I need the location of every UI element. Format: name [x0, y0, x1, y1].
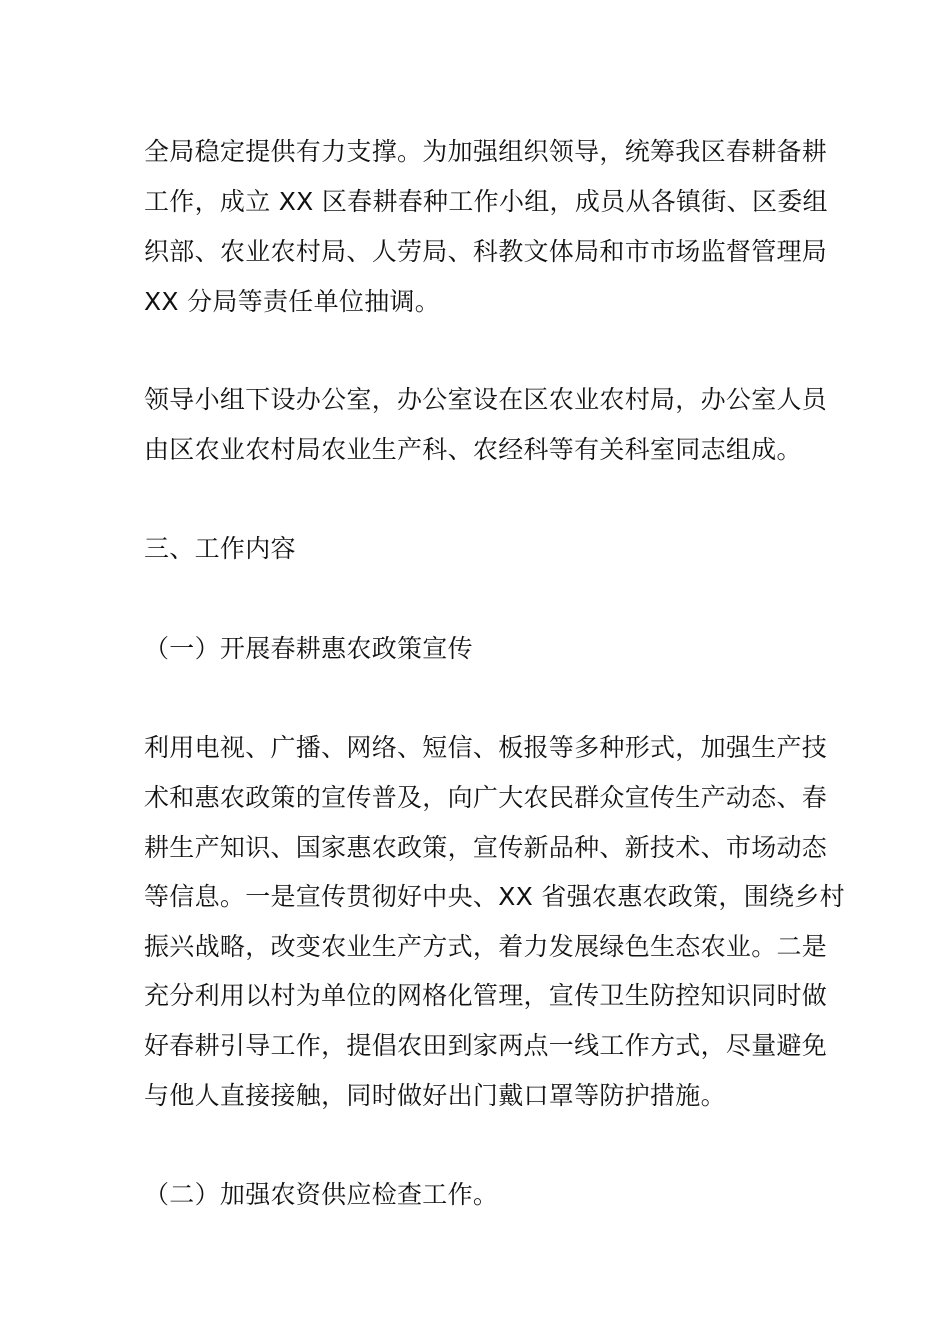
paragraph-line: 利用电视、广播、网络、短信、板报等多种形式，加强生产技	[144, 733, 828, 762]
paragraph-line: 织部、农业农村局、人劳局、科教文体局和市市场监督管理局	[144, 237, 828, 266]
paragraph-line: 耕生产知识、国家惠农政策，宣传新品种、新技术、市场动态	[144, 833, 828, 862]
paragraph-line: 与他人直接接触，同时做好出门戴口罩等防护措施。	[144, 1081, 726, 1110]
section-heading: 三、工作内容	[144, 534, 296, 563]
subheading: （一）开展春耕惠农政策宣传	[144, 634, 473, 663]
paragraph-line: XX 分局等责任单位抽调。	[144, 287, 441, 316]
paragraph-line: 等信息。一是宣传贯彻好中央、XX 省强农惠农政策，围绕乡村	[144, 882, 845, 911]
paragraph-line: 术和惠农政策的宣传普及，向广大农民群众宣传生产动态、春	[144, 783, 828, 812]
paragraph-line: 充分利用以村为单位的网格化管理，宣传卫生防控知识同时做	[144, 981, 828, 1010]
subheading: （二）加强农资供应检查工作。	[144, 1180, 499, 1209]
paragraph-line: 由区农业农村局农业生产科、农经科等有关科室同志组成。	[144, 435, 802, 464]
paragraph-line: 好春耕引导工作，提倡农田到家两点一线工作方式，尽量避免	[144, 1031, 828, 1060]
paragraph-line: 全局稳定提供有力支撑。为加强组织领导，统筹我区春耕备耕	[144, 137, 828, 166]
paragraph-line: 振兴战略，改变农业生产方式，着力发展绿色生态农业。二是	[144, 932, 828, 961]
paragraph-line: 工作，成立 XX 区春耕春种工作小组，成员从各镇街、区委组	[144, 187, 828, 216]
paragraph-line: 领导小组下设办公室，办公室设在区农业农村局，办公室人员	[144, 385, 828, 414]
